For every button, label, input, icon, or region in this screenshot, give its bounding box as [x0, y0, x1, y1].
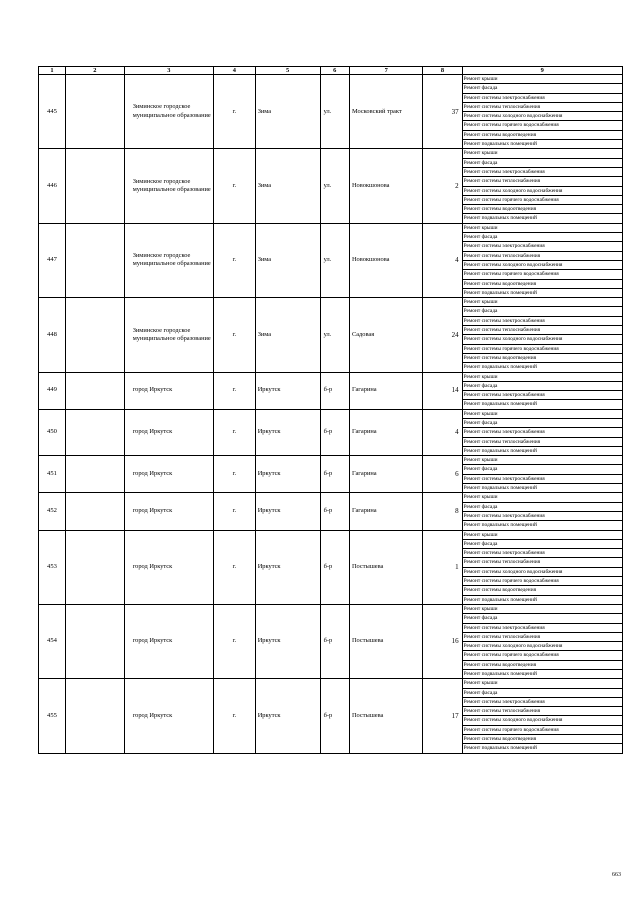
city-cell: Иркутск	[255, 456, 320, 493]
work-item-cell: Ремонт системы теплоснабжения	[462, 632, 622, 641]
city-cell: Иркутск	[255, 679, 320, 753]
work-item-cell: Ремонт системы холодного водоснабжения	[462, 335, 622, 344]
column-2-cell	[65, 530, 124, 604]
table-row	[39, 456, 623, 465]
header-cell: 3	[124, 67, 213, 75]
municipality-cell: город Иркутск	[124, 493, 213, 530]
settlement-type-cell: г.	[214, 456, 256, 493]
work-item-cell: Ремонт системы электроснабжения	[462, 474, 622, 483]
work-item-cell: Ремонт крыши	[462, 372, 622, 381]
header-cell: 1	[39, 67, 66, 75]
city-cell: Иркутск	[255, 493, 320, 530]
work-item-cell: Ремонт системы горячего водоснабжения	[462, 344, 622, 353]
street-cell: Московский тракт	[349, 75, 422, 149]
work-item-cell: Ремонт системы водоотведения	[462, 353, 622, 362]
work-item-cell: Ремонт крыши	[462, 493, 622, 502]
settlement-type-cell: г.	[214, 149, 256, 223]
row-number: 453	[39, 530, 66, 604]
municipality-cell: город Иркутск	[124, 409, 213, 455]
work-item-cell: Ремонт крыши	[462, 75, 622, 84]
house-number-cell: 37	[423, 75, 462, 149]
street-type-cell: ул.	[320, 298, 349, 372]
work-item-cell: Ремонт фасада	[462, 158, 622, 167]
work-item-cell: Ремонт системы теплоснабжения	[462, 177, 622, 186]
work-item-cell: Ремонт крыши	[462, 604, 622, 613]
street-type-cell: б-р	[320, 456, 349, 493]
work-item-cell: Ремонт системы холодного водоснабжения	[462, 567, 622, 576]
table-row	[39, 493, 623, 502]
settlement-type-cell: г.	[214, 409, 256, 455]
row-number: 445	[39, 75, 66, 149]
street-cell: Садовая	[349, 298, 422, 372]
work-item-cell: Ремонт системы водоотведения	[462, 586, 622, 595]
municipality-cell: Зиминское городское муниципальное образование	[124, 75, 213, 149]
work-item-cell: Ремонт фасада	[462, 84, 622, 93]
settlement-type-cell: г.	[214, 223, 256, 297]
city-cell: Зима	[255, 223, 320, 297]
work-item-cell: Ремонт системы горячего водоснабжения	[462, 577, 622, 586]
street-type-cell: ул.	[320, 149, 349, 223]
work-item-cell: Ремонт крыши	[462, 409, 622, 418]
work-item-cell: Ремонт подвальных помещений	[462, 363, 622, 372]
work-item-cell: Ремонт подвальных помещений	[462, 400, 622, 409]
city-cell: Иркутск	[255, 409, 320, 455]
city-cell: Зима	[255, 298, 320, 372]
row-number: 451	[39, 456, 66, 493]
street-cell: Гагарина	[349, 409, 422, 455]
city-cell: Иркутск	[255, 530, 320, 604]
work-item-cell: Ремонт системы горячего водоснабжения	[462, 651, 622, 660]
column-2-cell	[65, 604, 124, 678]
street-type-cell: ул.	[320, 223, 349, 297]
settlement-type-cell: г.	[214, 604, 256, 678]
table-row	[39, 149, 623, 158]
work-item-cell: Ремонт фасада	[462, 307, 622, 316]
house-number-cell: 6	[423, 456, 462, 493]
work-item-cell: Ремонт системы холодного водоснабжения	[462, 186, 622, 195]
work-item-cell: Ремонт крыши	[462, 223, 622, 232]
column-2-cell	[65, 149, 124, 223]
work-item-cell: Ремонт фасада	[462, 465, 622, 474]
work-item-cell: Ремонт системы теплоснабжения	[462, 437, 622, 446]
street-type-cell: б-р	[320, 530, 349, 604]
municipality-cell: город Иркутск	[124, 604, 213, 678]
municipality-cell: Зиминское городское муниципальное образование	[124, 298, 213, 372]
work-item-cell: Ремонт системы холодного водоснабжения	[462, 112, 622, 121]
work-item-cell: Ремонт системы электроснабжения	[462, 242, 622, 251]
street-cell: Новокшонова	[349, 223, 422, 297]
work-item-cell: Ремонт крыши	[462, 298, 622, 307]
work-item-cell: Ремонт подвальных помещений	[462, 521, 622, 530]
house-number-cell: 17	[423, 679, 462, 753]
work-item-cell: Ремонт системы горячего водоснабжения	[462, 195, 622, 204]
work-item-cell: Ремонт крыши	[462, 679, 622, 688]
table-row	[39, 298, 623, 307]
row-number: 446	[39, 149, 66, 223]
column-2-cell	[65, 223, 124, 297]
column-2-cell	[65, 493, 124, 530]
table-row	[39, 372, 623, 381]
work-item-cell: Ремонт подвальных помещений	[462, 670, 622, 679]
house-number-cell: 24	[423, 298, 462, 372]
settlement-type-cell: г.	[214, 298, 256, 372]
row-number: 447	[39, 223, 66, 297]
row-number: 452	[39, 493, 66, 530]
work-item-cell: Ремонт системы горячего водоснабжения	[462, 121, 622, 130]
work-item-cell: Ремонт подвальных помещений	[462, 446, 622, 455]
settlement-type-cell: г.	[214, 530, 256, 604]
settlement-type-cell: г.	[214, 372, 256, 409]
work-item-cell: Ремонт фасада	[462, 539, 622, 548]
work-item-cell: Ремонт системы теплоснабжения	[462, 102, 622, 111]
work-item-cell: Ремонт системы электроснабжения	[462, 511, 622, 520]
work-item-cell: Ремонт системы горячего водоснабжения	[462, 270, 622, 279]
work-item-cell: Ремонт системы электроснабжения	[462, 623, 622, 632]
street-cell: Постышева	[349, 530, 422, 604]
work-item-cell: Ремонт фасада	[462, 418, 622, 427]
work-item-cell: Ремонт системы водоотведения	[462, 279, 622, 288]
work-item-cell: Ремонт системы электроснабжения	[462, 697, 622, 706]
work-item-cell: Ремонт системы электроснабжения	[462, 316, 622, 325]
work-item-cell: Ремонт системы теплоснабжения	[462, 326, 622, 335]
table-row	[39, 530, 623, 539]
work-item-cell: Ремонт системы электроснабжения	[462, 549, 622, 558]
work-item-cell: Ремонт крыши	[462, 530, 622, 539]
table-row	[39, 75, 623, 84]
work-item-cell: Ремонт подвальных помещений	[462, 484, 622, 493]
street-type-cell: б-р	[320, 409, 349, 455]
row-number: 449	[39, 372, 66, 409]
column-2-cell	[65, 456, 124, 493]
work-item-cell: Ремонт крыши	[462, 149, 622, 158]
header-cell: 2	[65, 67, 124, 75]
municipality-cell: Зиминское городское муниципальное образование	[124, 223, 213, 297]
work-item-cell: Ремонт фасада	[462, 502, 622, 511]
street-type-cell: б-р	[320, 493, 349, 530]
work-item-cell: Ремонт системы водоотведения	[462, 735, 622, 744]
row-number: 455	[39, 679, 66, 753]
work-item-cell: Ремонт системы электроснабжения	[462, 93, 622, 102]
column-2-cell	[65, 679, 124, 753]
street-type-cell: б-р	[320, 372, 349, 409]
work-item-cell: Ремонт системы холодного водоснабжения	[462, 260, 622, 269]
street-cell: Постышева	[349, 679, 422, 753]
settlement-type-cell: г.	[214, 679, 256, 753]
work-item-cell: Ремонт крыши	[462, 456, 622, 465]
street-type-cell: б-р	[320, 604, 349, 678]
table-row	[39, 679, 623, 688]
work-item-cell: Ремонт подвальных помещений	[462, 214, 622, 223]
work-item-cell: Ремонт фасада	[462, 688, 622, 697]
city-cell: Зима	[255, 75, 320, 149]
street-cell: Новокшонова	[349, 149, 422, 223]
street-cell: Гагарина	[349, 493, 422, 530]
street-cell: Гагарина	[349, 456, 422, 493]
work-item-cell: Ремонт подвальных помещений	[462, 744, 622, 753]
header-cell: 4	[214, 67, 256, 75]
house-number-cell: 2	[423, 149, 462, 223]
column-2-cell	[65, 75, 124, 149]
header-cell: 9	[462, 67, 622, 75]
house-number-cell: 4	[423, 223, 462, 297]
work-item-cell: Ремонт системы водоотведения	[462, 660, 622, 669]
work-item-cell: Ремонт фасада	[462, 614, 622, 623]
street-type-cell: ул.	[320, 75, 349, 149]
table-row	[39, 223, 623, 232]
house-number-cell: 16	[423, 604, 462, 678]
city-cell: Иркутск	[255, 604, 320, 678]
work-item-cell: Ремонт системы холодного водоснабжения	[462, 716, 622, 725]
municipality-cell: город Иркутск	[124, 456, 213, 493]
work-item-cell: Ремонт системы холодного водоснабжения	[462, 642, 622, 651]
settlement-type-cell: г.	[214, 75, 256, 149]
street-cell: Гагарина	[349, 372, 422, 409]
city-cell: Иркутск	[255, 372, 320, 409]
house-number-cell: 8	[423, 493, 462, 530]
column-2-cell	[65, 372, 124, 409]
street-cell: Постышева	[349, 604, 422, 678]
column-2-cell	[65, 298, 124, 372]
row-number: 454	[39, 604, 66, 678]
column-2-cell	[65, 409, 124, 455]
work-item-cell: Ремонт фасада	[462, 233, 622, 242]
municipality-cell: город Иркутск	[124, 530, 213, 604]
work-item-cell: Ремонт подвальных помещений	[462, 595, 622, 604]
work-item-cell: Ремонт системы теплоснабжения	[462, 707, 622, 716]
table-body	[39, 75, 623, 754]
work-item-cell: Ремонт фасада	[462, 381, 622, 390]
work-item-cell: Ремонт системы электроснабжения	[462, 167, 622, 176]
work-item-cell: Ремонт системы горячего водоснабжения	[462, 725, 622, 734]
work-item-cell: Ремонт системы электроснабжения	[462, 391, 622, 400]
work-item-cell: Ремонт системы водоотведения	[462, 205, 622, 214]
municipality-cell: город Иркутск	[124, 679, 213, 753]
header-cell: 5	[255, 67, 320, 75]
house-number-cell: 4	[423, 409, 462, 455]
header-cell: 7	[349, 67, 422, 75]
house-number-cell: 14	[423, 372, 462, 409]
work-item-cell: Ремонт системы теплоснабжения	[462, 558, 622, 567]
row-number: 450	[39, 409, 66, 455]
work-item-cell: Ремонт подвальных помещений	[462, 140, 622, 149]
table-row	[39, 409, 623, 418]
repair-works-table	[38, 66, 623, 754]
header-row	[39, 67, 623, 75]
work-item-cell: Ремонт подвальных помещений	[462, 288, 622, 297]
table-row	[39, 604, 623, 613]
municipality-cell: Зиминское городское муниципальное образование	[124, 149, 213, 223]
work-item-cell: Ремонт системы теплоснабжения	[462, 251, 622, 260]
page-number: 663	[612, 872, 621, 878]
municipality-cell: город Иркутск	[124, 372, 213, 409]
row-number: 448	[39, 298, 66, 372]
work-item-cell: Ремонт системы электроснабжения	[462, 428, 622, 437]
settlement-type-cell: г.	[214, 493, 256, 530]
street-type-cell: б-р	[320, 679, 349, 753]
house-number-cell: 1	[423, 530, 462, 604]
header-cell: 6	[320, 67, 349, 75]
work-item-cell: Ремонт системы водоотведения	[462, 130, 622, 139]
city-cell: Зима	[255, 149, 320, 223]
header-cell: 8	[423, 67, 462, 75]
